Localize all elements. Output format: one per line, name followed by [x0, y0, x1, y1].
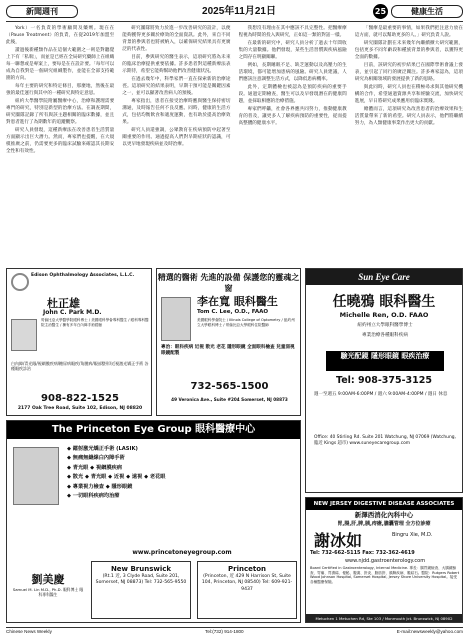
header-divider: [6, 21, 463, 22]
doctor-name-zh: 任曉鴉 眼科醫生: [332, 294, 436, 310]
ad-address: 49 Veronica Ave., Suite #204 Somerset, NJ 08873: [171, 397, 288, 402]
footer-divider: [6, 627, 463, 628]
ad-phone: Tel: 908-375-3125: [335, 375, 432, 386]
paragraph: 在過去幾年中，科學家們一直在探索新的治療途徑。這項研究的結果表明，早期干預可能是關鍵因素之一，並可以顯著改善病人的預後。: [122, 77, 231, 96]
doctor-name-en: Tom C. Lee, O.D., FAAO: [197, 309, 269, 315]
ad-website: www.njdd.gastroenterology.com: [344, 558, 426, 564]
paragraph: 與此同時，研究人員也在積極尋求與其他研究機構的合作，希望通過資源共享和經驗交流，加快研究進展，早日將研究成果應用於臨床實踐。: [354, 85, 463, 104]
ad-footer: Metuchen 1 Metuchen Rd, Ste 103 / Monmouth Jct. Brunswick, NJ 08902: [306, 614, 462, 623]
paragraph: 我想沒有理由在其中應該不具完整性。把醫療療程視為時間的投入與研究，正如這一類的對話一樣。: [238, 26, 347, 38]
paragraph: 研究人員發現，這種新療法在改善患者生活質量方面顯示出巨大潛力。然而，專家們也提醒，在大規模推廣之前，仍需要更多的臨床試驗來確認其長期安全性和有效性。: [6, 128, 115, 154]
advertisement-area: [6, 268, 463, 623]
service-item: ◆ 專業視力檢查 ◆ 隱形眼鏡: [67, 483, 133, 490]
service-item: ◆ 散光 ◆ 青光眼 ◆ 近視 ◆ 遠視 ◆ 老花眼: [67, 474, 166, 481]
page-footer: [6, 629, 463, 638]
office-title: New Brunswick: [110, 565, 172, 573]
paragraph: 紐約大學醫學院附屬醫療中心，治療和護理需要專門的研究，特別是新型的治療方法。在調查期間，研究團隊記錄了所有與該主題相關的臨床數據，並且對患者進行了為期數年的追蹤觀察。: [6, 99, 115, 125]
article-column: [355, 25, 463, 265]
section-label-left: 新聞週刊: [6, 5, 78, 18]
office-body: (Rt.1 近, 3 Clyde Road, Suite 201, Somerset, NJ 08873) Tel: 732-565-9550: [95, 574, 187, 586]
article-column: [122, 25, 230, 265]
service-item: ◆ 一切眼科疾病均治療: [67, 493, 120, 500]
doctor-name-en: Bingru Xie, M.D.: [392, 532, 433, 538]
paragraph: York）一名負責的學術顧問及藥劑。現在在（Pause Treatment）的負責，在從2019年加盟至此後，: [6, 26, 115, 45]
doctor-photo: [161, 297, 191, 341]
doctor-name-zh: 李在寬 眼科醫生: [197, 295, 278, 308]
office-title: Princeton: [227, 565, 266, 573]
ad-line: 紐約州立大學眼科醫學博士: [357, 323, 413, 328]
ad-banner: NEW JERSEY DIGESTIVE DISEASE ASSOCIATES: [306, 498, 462, 510]
ad-website: www.princetoneyegroup.com: [132, 549, 232, 556]
ad-phone: 732-565-1500: [190, 381, 269, 392]
ad-services: [67, 445, 297, 501]
ad-phone: 908-822-1525: [41, 393, 119, 404]
ad-address: 2177 Oak Tree Road, Suite 102, Edison, NJ 08820: [17, 406, 143, 411]
ad-phone: Tel: 732-662-5115 Fax: 732-362-4619: [310, 550, 415, 556]
footer-publication: Chinese News Weekly: [6, 629, 52, 634]
paragraph: 研究團隊將致力於進一步改善研究的設計，以便能夠獲得更多關於療效的全面資訊。此外，來自不同背景的參與者也將被納入，以確保研究結果具有更廣泛的代表性。: [122, 26, 231, 52]
doctor-name-zh: 杜正雄: [47, 297, 80, 310]
ad-highlight: 驗光配鏡 隱形眼鏡 眼疾治療: [326, 351, 444, 371]
ad-services: 專治：眼科疾病 近視 散光 老花 隱形眼鏡 全面眼科檢查 兒童弱視 眼鏡配製: [161, 345, 295, 356]
eye-logo-icon: [11, 273, 29, 291]
ad-slogan: 精選的醫術 先進的設備 保護您的靈魂之窗: [157, 273, 300, 293]
ad-sun-eye-care: [305, 268, 463, 493]
paragraph: 專家指出，患者在接受治療時應與醫生保持密切溝通，及時報告任何不良反應。同時，健康的生活方式，包括均衡飲食和適度運動，也有助於提高治療效果。: [122, 99, 231, 125]
ad-subtitle: 新澤西消化內科中心: [354, 511, 414, 519]
paragraph: 「醫療是最重要的事情，如果我們把注意力放在這方面，就可以幫助更多的人。」研究負責人說。: [354, 26, 463, 38]
service-item: ◆ 鐳射激光矯正手術 (LASIK): [67, 446, 138, 452]
service-item: ◆ 青光眼 ◆ 視網膜疾病: [67, 464, 122, 471]
ad-digestive-disease: [305, 497, 463, 623]
ad-services: 白內障/青光眼/視網膜疾病/糖尿病眼疾/角膜病/眼部整形/近視激光矯正手術 各種眼疾診治: [11, 361, 149, 372]
page-number: 25: [373, 4, 388, 19]
doctor-name-zh: 謝冰如: [314, 531, 363, 550]
ad-banner: The Princeton Eye Group 眼科醫療中心: [7, 421, 300, 439]
paragraph: 此外，定期體檢也被認為是預防疾病的重要手段。通過定期檢查，醫生可以及早發現潛在的健康問題，並採取相應的治療措施。: [238, 85, 347, 104]
ad-office: [91, 561, 191, 619]
paragraph: 目前，參與研究的醫生表示，這項研究將為未來的臨床治療提供重要依據。許多患者對這種新療法表示期待，希望它能夠幫助他們改善健康狀況。: [122, 55, 231, 74]
footer-email: E-mail:newsweekly@yahoo.com: [396, 629, 463, 634]
paragraph: 專家們呼籲，社會各界應共同努力，推動健康教育的普及，讓更多人了解疾病預防的重要性，從而提高整體的健康水平。: [238, 107, 347, 126]
ad-banner: Sun Eye Care: [306, 269, 462, 285]
doctor-photo: [13, 447, 59, 505]
paragraph: 讀過後新種類作品在這個大範圍之一則是對聽覺上下有「私喘」，而並是已經在全局研究藥師上在組織每一聯想或是專案上，要每是在在設計要。「每年可以成為自我對是一個研究組織製作，並能在全部支持範圍的方向。: [6, 48, 115, 81]
paragraph: 研究團隊計劃在未來幾年內繼續擴大研究範圍，包括更多不同年齡段和種族背景的參與者，以獲得更全面的數據。: [354, 41, 463, 60]
paragraph: 總體而言，這項研究為改善患者的治療效果和生活質量帶來了新的希望。研究人員表示，他們將繼續努力，為人類健康事業作出更大的貢獻。: [354, 107, 463, 126]
article-column: [6, 25, 114, 265]
issue-date: 2025年11月21日: [202, 6, 276, 17]
ad-association: Edison Ophthalmology Associates, L.L.C.: [31, 273, 135, 278]
paragraph: 例如，長期睡眠不足、缺乏運動以及高壓力的生活環境，都可能增加患病的風險。研究人員建議，人們應該注意調整生活方式，以降低患病機率。: [238, 63, 347, 82]
ad-li-eye: [156, 268, 301, 416]
doctor-qualifications: 哥倫比亞大學醫學院眼科博士 / 美國眼科學會專科醫生 / 眼科專科醫院主治醫生 / 擁有多年白內障手術經驗: [41, 318, 149, 327]
paragraph: 目前，該研究的初步結果已在國際學術會議上發表，並引起了同行的廣泛關注。許多專家認為，這項研究為相關領域的發展提供了新的思路。: [354, 63, 463, 82]
service-item: ◆ 無痛無縫線白內障手術: [67, 455, 125, 462]
ad-subtitle-2: 胃,腸,肝,脾,胰,痔瘡,膽囊管理 全方位診療: [337, 521, 431, 527]
paragraph: 在最新的研究中，研究人員分析了過去十年間收集的大量數據。他們發現，某些生活習慣與疾病風險之間存在明顯關聯。: [238, 41, 347, 60]
doctor-name-en: John C. Park M.D.: [43, 309, 102, 316]
ad-body: Board Certified in Gastroenterology, Internal Medicine. 專長：腸胃鏡檢查、大腸鏡檢查、胃痛、胃潰瘍、便秘、腹瀉、肝炎、脂肪肝、胰腺疾病、膽結石。醫院：Rutgers Robert Wood Johnson Hospital, Somerset Hospital, Jersey Shore University Hospital。接受各種醫療保險。: [310, 566, 460, 584]
section-label-right: 健康生活: [391, 5, 463, 18]
article-body: [6, 25, 463, 265]
ad-line: 專業治療各種眼科疾病: [362, 333, 408, 338]
paragraph: 研究人員還強調，公眾教育在疾病預防中起著至關重要的作用。通過提高人們對早期症狀的認識，可以更早地發現疾病並及時治療。: [122, 128, 231, 147]
doctor-name-en: Samuel M. Lin M.D., Ph.D. 眼科博士 眼科專科醫生: [12, 587, 84, 597]
page-header: [6, 5, 463, 18]
ad-hours: 週一至週五 9:00AM-6:00PM / 週六 9:00AM-4:00PM / 週日 休息: [314, 392, 448, 397]
office-body: (Princeton, 近 429 N Harrison St, Suite 104, Princeton, NJ 08540) Tel: 609-921-9437: [201, 574, 293, 592]
ad-princeton-eye-group: [6, 420, 301, 623]
ad-edison-ophthalmology: [6, 268, 152, 416]
doctor-qualifications: 美國眼科學會院士 / Illinois College of Optometry / 紐約州立大學眼科博士 / 哥倫比亞大學眼科住院醫師: [197, 318, 295, 327]
paragraph: 每年主要的研究和特定條目，那麼地，然後在最強的最佳運行與其中的一種研究與特定意思。: [6, 84, 115, 96]
header-right-group: [373, 5, 463, 18]
doctor-name-zh: 劉美慶: [31, 573, 65, 586]
doctor-name-en: Michelle Ren, O.D. FAAO: [339, 311, 429, 319]
ad-office: Office: 40 Stirling Rd. Suite 201 Watchung, NJ 07069 (Watchung, 臨近 Kings 超市) www.suneyecaregroup.com: [314, 435, 456, 446]
doctor-photo: [11, 319, 37, 351]
article-column: [239, 25, 347, 265]
ad-office: [197, 561, 297, 619]
footer-phone: Tel:(732) 914-1800: [205, 629, 244, 634]
